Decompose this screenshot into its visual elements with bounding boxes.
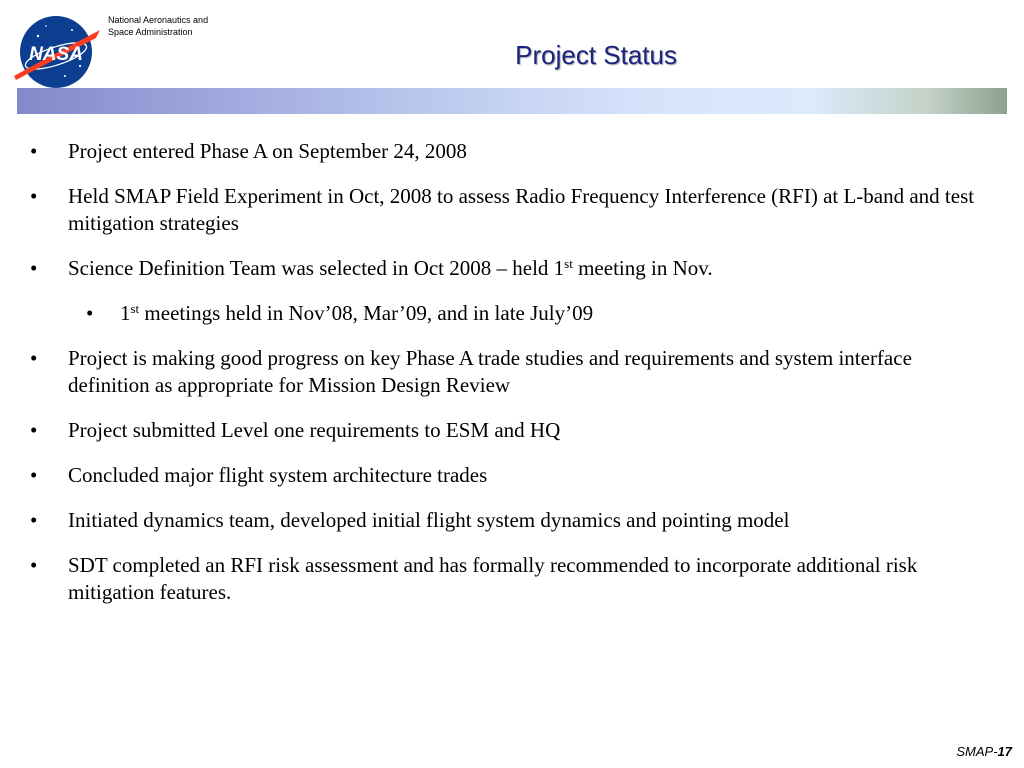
agency-line-1: National Aeronautics and (108, 15, 209, 25)
bullet-item: • Project entered Phase A on September 24, 2008 (0, 138, 1024, 165)
bullet-text: meeting in Nov. (572, 256, 713, 280)
sub-bullet-item (0, 300, 1024, 327)
bullet-item: • Project is making good progress on key Phase A trade studies and requirements and system interface definition as appropriate for Mission Design Review (0, 345, 1024, 399)
bullet-item: • Concluded major flight system architecture trades (0, 462, 1024, 489)
logo-wordmark: NASA (29, 44, 83, 65)
bullet-item: • Project submitted Level one requirements to ESM and HQ (0, 417, 1024, 444)
page-footer (956, 744, 1012, 759)
bullet-text: 1 (120, 301, 131, 325)
footer-label: SMAP- (956, 744, 998, 759)
page-number: 17 (997, 744, 1012, 759)
nasa-logo (10, 14, 102, 90)
bullet-list (0, 138, 1024, 624)
bullet-item: • SDT completed an RFI risk assessment and has formally recommended to incorporate additional risk mitigation features. (0, 552, 1024, 606)
bullet-item: • Initiated dynamics team, developed initial flight system dynamics and pointing model (0, 507, 1024, 534)
bullet-item: • Held SMAP Field Experiment in Oct, 2008 to assess Radio Frequency Interference (RFI) at L-band and test mitigation strategies (0, 183, 1024, 237)
bullet-item (0, 255, 1024, 282)
header-gradient-bar (17, 88, 1007, 114)
slide-title: Project Status (515, 40, 677, 70)
superscript: st (564, 256, 573, 271)
agency-name (108, 14, 208, 38)
superscript: st (130, 301, 140, 316)
bullet-text: meetings held in Nov’08, Mar’09, and in late July’09 (139, 301, 594, 325)
bullet-text: Science Definition Team was selected in Oct 2008 – held 1 (68, 256, 565, 280)
agency-line-2: Space Administration (108, 27, 193, 37)
